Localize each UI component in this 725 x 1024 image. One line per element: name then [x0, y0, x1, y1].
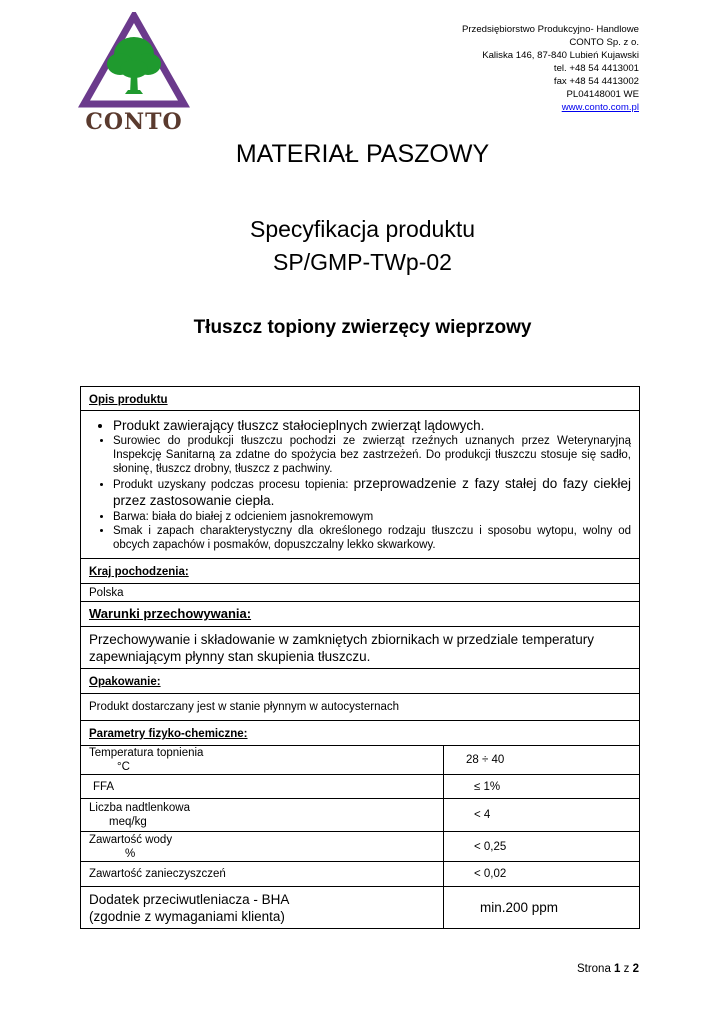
header-line: fax +48 54 4413002 — [553, 76, 639, 87]
section-label-opis: Opis produktu — [89, 393, 168, 406]
list-item — [113, 476, 631, 510]
list-item: • Barwa: biała do białej z odcieniem jasnokremowym — [113, 510, 631, 524]
param-name: Temperatura topnienia °C — [81, 746, 444, 775]
section-label-kraj: Kraj pochodzenia: — [89, 566, 189, 578]
list-item: • Produkt zawierający tłuszcz stałocieplnych zwierząt lądowych. — [113, 418, 631, 434]
param-value: ≤ 1% — [444, 775, 640, 799]
section-label-warunki: Warunki przechowywania: — [89, 606, 252, 621]
param-unit: °C — [117, 761, 130, 773]
section-header — [81, 721, 640, 746]
origin-value: Polska — [81, 584, 640, 602]
spec-code: SP/GMP-TWp-02 — [273, 249, 452, 275]
list-item: • Surowiec do produkcji tłuszczu pochodzi ze zwierząt rzeźnych uznanych przez Weterynaryjną Inspekcję Sanitarną za zdatne do spożycia bez zastrzeżeń. Do produkcji tłuszczu stosuje się sadło, słoninę, tłuszcz drobny, tłuszcz z pachwiny. — [113, 434, 631, 476]
product-name: Tłuszcz topiony zwierzęcy wieprzowy — [193, 317, 532, 338]
current-page: 1 — [614, 963, 621, 975]
specification-table — [80, 386, 640, 929]
section-header — [81, 602, 640, 627]
param-value: < 0,02 — [444, 862, 640, 887]
param-unit: meq/kg — [109, 816, 147, 828]
section-body — [81, 411, 640, 559]
param-name: Zawartość wody % — [81, 832, 444, 862]
table-row — [81, 799, 640, 832]
header-line: Przedsiębiorstwo Produkcyjno- Handlowe — [461, 24, 639, 35]
header-line: Kaliska 146, 87-840 Lubień Kujawski — [482, 50, 639, 61]
logo-wordmark: CONTO — [85, 109, 183, 134]
param-unit: % — [125, 847, 136, 860]
param-name: Zawartość zanieczyszczeń — [81, 862, 444, 887]
section-label-parametry: Parametry fizyko-chemiczne: — [89, 728, 248, 740]
param-value: < 4 — [444, 799, 640, 832]
param-value: < 0,25 — [444, 832, 640, 862]
total-pages: 2 — [632, 963, 639, 975]
spec-title: Specyfikacja produktu — [249, 216, 475, 242]
list-item-rest: przeprowadzenie z fazy stałej do fazy ciekłej przez zastosowanie ciepła. — [113, 476, 631, 508]
param-name: Dodatek przeciwutleniacza - BHA (zgodnie z wymaganiami klienta) — [81, 887, 444, 929]
storage-value: Przechowywanie i składowanie w zamkniętych zbiornikach w przedziale temperatury zapewniającym płynny stan skupienia tłuszczu. — [81, 627, 640, 669]
table-row — [81, 775, 640, 799]
list-item-prefix: Produkt uzyskany podczas procesu topienia: — [113, 479, 354, 491]
table-row — [81, 862, 640, 887]
conto-logo — [78, 12, 190, 134]
param-name: Liczba nadtlenkowa meq/kg — [81, 799, 444, 832]
list-item: • Smak i zapach charakterystyczny dla określonego rodzaju tłuszczu i sposobu wytopu, wolny od obcych zapachów i posmaków, dopuszczalny lekko skwarkowy. — [113, 524, 631, 552]
description-list — [89, 418, 631, 552]
table-row — [81, 887, 640, 929]
param-name: FFA — [81, 775, 444, 799]
section-header — [81, 559, 640, 584]
header-line: tel. +48 54 4413001 — [553, 63, 639, 74]
section-header — [81, 669, 640, 694]
header-line: CONTO Sp. z o. — [569, 37, 639, 48]
param-value: min.200 ppm — [444, 887, 640, 929]
table-row — [81, 832, 640, 862]
packaging-value: Produkt dostarczany jest w stanie płynnym w autocysternach — [81, 694, 640, 721]
page-footer: Strona 1 z 2 — [576, 963, 639, 975]
table-row — [81, 746, 640, 775]
header-line: PL04148001 WE — [566, 89, 639, 100]
param-value: 28 ÷ 40 — [444, 746, 640, 775]
document-title: MATERIAŁ PASZOWY — [235, 140, 490, 168]
section-label-opakowanie: Opakowanie: — [89, 676, 161, 688]
section-header — [81, 387, 640, 411]
website-link[interactable]: www.conto.com.pl — [561, 102, 639, 113]
company-address — [462, 23, 639, 114]
